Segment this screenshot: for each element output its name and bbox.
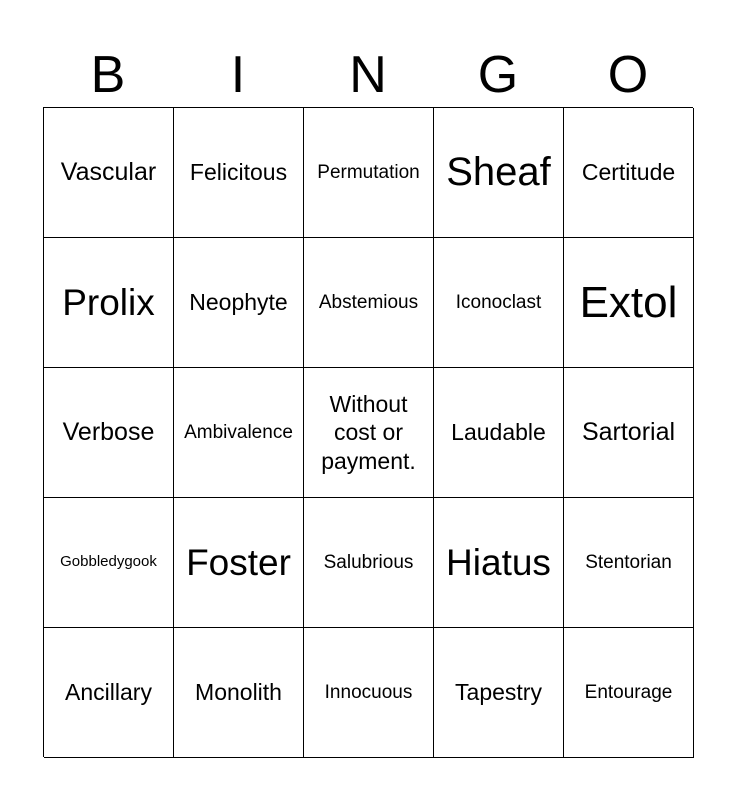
bingo-cell[interactable]: Neophyte: [174, 238, 304, 368]
bingo-board: [43, 107, 693, 757]
bingo-cell[interactable]: Tapestry: [434, 628, 564, 758]
bingo-header: [43, 44, 693, 106]
bingo-cell[interactable]: Permutation: [304, 108, 434, 238]
bingo-cell[interactable]: Stentorian: [564, 498, 694, 628]
header-letter-n: N: [349, 46, 387, 104]
bingo-cell[interactable]: Sartorial: [564, 368, 694, 498]
header-letter-i: I: [230, 46, 246, 104]
header-letter-g: G: [477, 46, 519, 104]
header-letter-b: B: [90, 46, 126, 104]
bingo-cell[interactable]: Certitude: [564, 108, 694, 238]
bingo-cell[interactable]: Without cost or payment.: [304, 368, 434, 498]
bingo-cell[interactable]: Verbose: [44, 368, 174, 498]
bingo-cell[interactable]: Vascular: [44, 108, 174, 238]
bingo-cell[interactable]: Monolith: [174, 628, 304, 758]
bingo-cell[interactable]: Ancillary: [44, 628, 174, 758]
bingo-cell[interactable]: Salubrious: [304, 498, 434, 628]
bingo-cell[interactable]: Laudable: [434, 368, 564, 498]
bingo-cell[interactable]: Ambivalence: [174, 368, 304, 498]
bingo-cell[interactable]: Entourage: [564, 628, 694, 758]
header-letter-o: O: [607, 46, 649, 104]
bingo-cell[interactable]: Prolix: [44, 238, 174, 368]
bingo-cell[interactable]: Felicitous: [174, 108, 304, 238]
bingo-cell[interactable]: Foster: [174, 498, 304, 628]
bingo-cell[interactable]: Innocuous: [304, 628, 434, 758]
bingo-cell[interactable]: Iconoclast: [434, 238, 564, 368]
bingo-cell[interactable]: Sheaf: [434, 108, 564, 238]
bingo-cell[interactable]: Extol: [564, 238, 694, 368]
bingo-cell[interactable]: Abstemious: [304, 238, 434, 368]
bingo-cell[interactable]: Gobbledygook: [44, 498, 174, 628]
bingo-cell[interactable]: Hiatus: [434, 498, 564, 628]
